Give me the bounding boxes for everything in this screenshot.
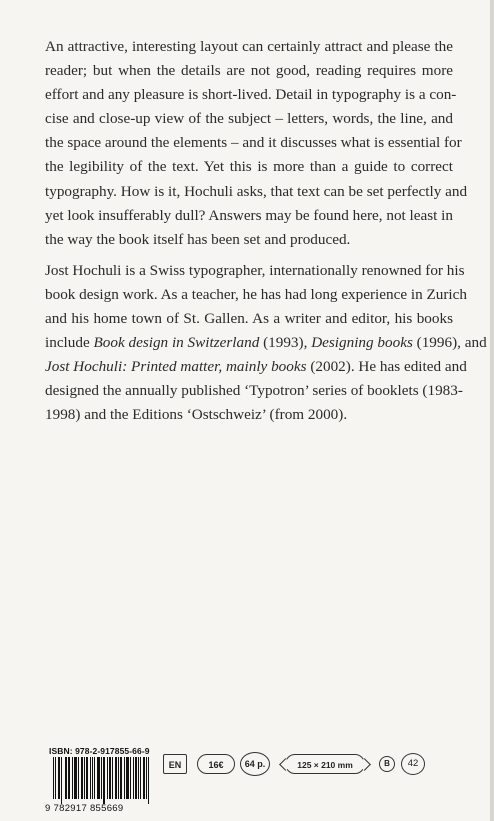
description-line: reader; but when the details are not good, reading requires more [45, 62, 453, 80]
barcode-bar [72, 757, 73, 799]
bio-line: designed the annually published ‘Typotron’ series of booklets (1983- [45, 382, 463, 400]
barcode-bar [58, 757, 59, 799]
barcode-bar [127, 757, 128, 799]
description-line: the space around the elements – and it discusses what is essential for [45, 134, 462, 152]
barcode-bar [107, 757, 108, 799]
pages-badge: 64 p. [240, 752, 270, 776]
barcode-bars [45, 757, 157, 805]
barcode-bar [87, 757, 88, 799]
barcode-bar [65, 757, 66, 799]
barcode-bar [69, 757, 70, 799]
barcode-bar [146, 757, 147, 799]
barcode-bar [76, 757, 77, 799]
description-line: cise and close-up view of the subject – letters, words, the line, and [45, 110, 453, 128]
barcode-bar [68, 757, 69, 799]
language-badge: EN [163, 754, 187, 774]
bio-line [45, 355, 467, 379]
author-bio [45, 259, 487, 428]
barcode-bar [84, 757, 85, 799]
description-line: typography. How is it, Hochuli asks, that text can be set perfectly and [45, 182, 468, 200]
description-line: yet look insufferably dull? Answers may be found here, not least in [45, 206, 453, 224]
barcode-bar [124, 757, 125, 799]
book-description [45, 35, 468, 252]
format-size-badge: 125 × 210 mm [285, 754, 365, 774]
price-badge: 16€ [197, 754, 235, 774]
barcode-bar [135, 757, 136, 799]
barcode-bar [130, 757, 131, 799]
binding-badge: B [379, 756, 395, 772]
description-line: effort and any pleasure is short-lived. Detail in typography is a con- [45, 86, 457, 104]
barcode-bar [90, 757, 91, 799]
barcode-bar [82, 757, 83, 799]
isbn-label: ISBN: 978-2-917855-66-9 [49, 746, 150, 756]
book-title: Designing books [311, 334, 413, 352]
bio-text: include [45, 334, 94, 352]
series-number-badge: 42 [401, 753, 425, 775]
barcode-bar [97, 757, 98, 799]
page-edge [490, 0, 494, 821]
bio-text: (2002). He has edited and [306, 358, 467, 376]
barcode-bar [133, 757, 134, 799]
bio-line [45, 331, 487, 355]
bio-line: Jost Hochuli is a Swiss typographer, internationally renowned for his [45, 261, 465, 279]
barcode-bar [59, 757, 60, 799]
barcode-bar [116, 757, 117, 799]
bio-text: (1996), and [412, 334, 487, 352]
barcode-bar [74, 757, 75, 799]
book-title: Book design in Switzerland [93, 334, 260, 352]
barcode-bar [120, 757, 121, 799]
barcode-bar [53, 757, 54, 799]
barcode-bar [103, 757, 104, 804]
description-line: An attractive, interesting layout can certainly attract and please the [45, 38, 453, 55]
barcode-bar [109, 757, 110, 799]
barcode-bar [55, 757, 56, 799]
barcode-bar [99, 757, 100, 799]
back-cover-text [45, 35, 487, 435]
barcode-bar [81, 757, 82, 799]
barcode-bar [138, 757, 139, 799]
barcode-bar [140, 757, 141, 799]
book-title: Jost Hochuli: Printed matter, mainly books [45, 358, 307, 376]
barcode-bar [110, 757, 111, 799]
bio-line: 1998) and the Editions ‘Ostschweiz’ (from 2000). [45, 406, 348, 424]
barcode-bar [78, 757, 79, 799]
barcode-bar [136, 757, 137, 799]
barcode-bar [104, 757, 105, 804]
barcode-bar [98, 757, 99, 799]
barcode-bar [126, 757, 127, 799]
isbn-barcode [45, 746, 157, 816]
barcode-bar [144, 757, 145, 799]
barcode-bar [148, 757, 149, 804]
barcode-bar [61, 757, 62, 804]
bio-line: and his home town of St. Gallen. As a writer and editor, his books [45, 310, 453, 328]
barcode-digits: 9 782917 855669 [45, 803, 124, 814]
barcode-bar [75, 757, 76, 799]
barcode-bar [86, 757, 87, 799]
description-line: the legibility of the text. Yet this is more than a guide to correct [45, 158, 453, 176]
barcode-bar [128, 757, 129, 799]
barcode-bar [66, 757, 67, 799]
barcode-bar [115, 757, 116, 799]
bio-text: (1993), [259, 334, 312, 352]
barcode-bar [121, 757, 122, 799]
barcode-bar [101, 757, 102, 799]
barcode-bar [94, 757, 95, 799]
description-line: the way the book itself has been set and produced. [45, 230, 351, 248]
bio-line: book design work. As a teacher, he has had long experience in Zurich [45, 285, 467, 303]
barcode-bar [92, 757, 93, 799]
barcode-bar [118, 757, 119, 799]
barcode-bar [143, 757, 144, 799]
barcode-bar [112, 757, 113, 799]
